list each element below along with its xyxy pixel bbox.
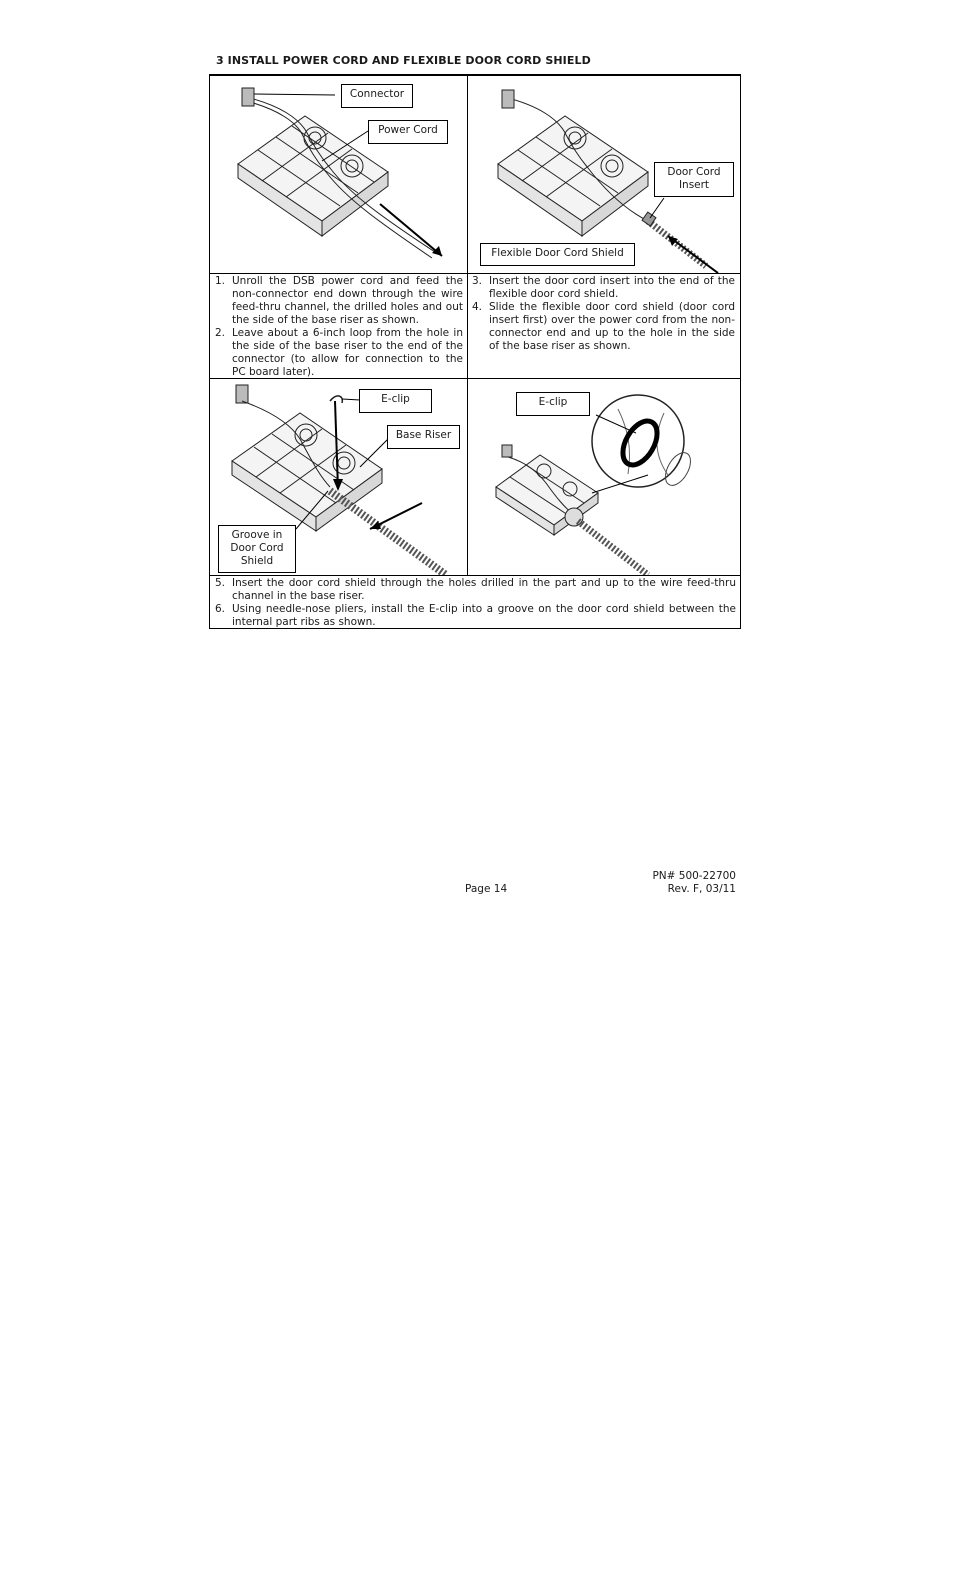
leader-line <box>254 94 335 95</box>
figure-power-cord <box>210 76 467 273</box>
step-item: 1. Unroll the DSB power cord and feed the non-connector end down through the wire feed-thru channel, the drilled holes and out the side of the base riser as shown. <box>215 275 463 326</box>
callout-power-cord: Power Cord <box>368 120 448 144</box>
callout-flexible-shield: Flexible Door Cord Shield <box>480 243 635 266</box>
step-item: 5. Insert the door cord shield through the holes drilled in the part and up to the wire feed-thru channel in the base riser. <box>215 577 736 602</box>
page-number: Page 14 <box>465 883 508 895</box>
row-divider <box>210 273 740 274</box>
callout-eclip-detail: E-clip <box>516 392 590 416</box>
callout-eclip: E-clip <box>359 389 432 413</box>
figure-eclip-detail <box>468 379 740 575</box>
leader-line <box>650 198 664 218</box>
step-item: 6. Using needle-nose pliers, install the E-clip into a groove on the door cord shield between the internal part ribs as shown. <box>215 603 736 628</box>
callout-groove: Groove in Door Cord Shield <box>218 525 296 573</box>
figure-eclip-base-riser <box>210 379 467 575</box>
step-item: 2. Leave about a 6-inch loop from the hole in the side of the base riser to the end of the connector (to allow for connection to the PC board later). <box>215 327 463 378</box>
direction-arrow <box>380 204 442 256</box>
step-item: 3. Insert the door cord insert into the end of the flexible door cord shield. <box>472 275 735 300</box>
steps-right <box>472 275 735 353</box>
instruction-table <box>209 74 741 629</box>
row-divider <box>210 575 740 576</box>
revision: Rev. F, 03/11 <box>667 883 736 895</box>
figure-door-cord-shield <box>468 76 740 273</box>
callout-door-cord-insert: Door Cord Insert <box>654 162 734 197</box>
riser-illustration-4 <box>468 379 740 575</box>
section-heading: 3 INSTALL POWER CORD AND FLEXIBLE DOOR CORD SHIELD <box>216 54 591 67</box>
callout-connector: Connector <box>341 84 413 108</box>
steps-left <box>215 275 463 379</box>
steps-bottom <box>215 577 736 629</box>
riser-illustration-1 <box>210 76 467 273</box>
callout-base-riser: Base Riser <box>387 425 460 449</box>
step-item: 4. Slide the flexible door cord shield (door cord insert first) over the power cord from the non-connector end and up to the hole in the side of the base riser as shown. <box>472 301 735 352</box>
part-number: PN# 500-22700 <box>652 870 736 882</box>
leader-line <box>360 439 388 467</box>
